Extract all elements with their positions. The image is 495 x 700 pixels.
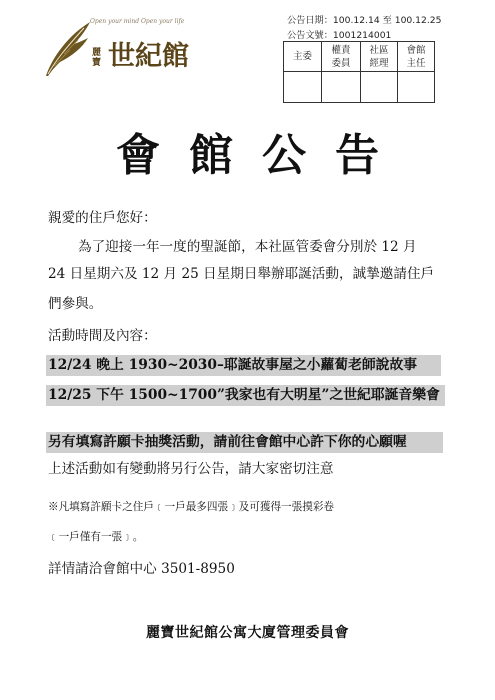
approval-director-label: 會館 主任 xyxy=(398,42,435,72)
event-storytelling: 12/24 晚上 1930~2030–耶誕故事屋之小蘿蔔老師說故事 xyxy=(46,355,441,376)
logo-script-text: Open your mind Open your life xyxy=(90,18,185,25)
approval-member-cell xyxy=(322,72,361,103)
wish-card-notice: 另有填寫許願卡抽獎活動，請前往會館中心許下你的心願喔 xyxy=(46,432,443,453)
page-title: 會館公告 xyxy=(116,130,408,181)
approval-chair-label: 主委 xyxy=(284,42,322,72)
approval-chair-cell xyxy=(284,72,322,103)
logo-small-text: 麗寶 xyxy=(92,48,102,68)
approval-manager-label: 社區 經理 xyxy=(361,42,398,72)
logo-title: 世紀館 xyxy=(108,41,189,72)
announcement-number: 公告文號：1001214001 xyxy=(287,30,392,41)
intro-line-3: 們參與。 xyxy=(48,296,103,312)
contact-info: 詳情請洽會館中心 3501-8950 xyxy=(48,561,235,577)
quill-icon xyxy=(40,20,92,78)
signature: 麗寶世紀館公寓大廈管理委員會 xyxy=(146,625,349,641)
intro-line-1: 為了迎接一年一度的聖誕節，本社區管委會分別於 12 月 xyxy=(78,239,417,255)
approval-header-row xyxy=(284,42,435,72)
event-concert: 12/25 下午 1500~1700”我家也有大明星”之世紀耶誕音樂會 xyxy=(46,385,445,406)
intro-line-2: 24 日星期六及 12 月 25 日星期日舉辦耶誕活動，誠摯邀請住戶 xyxy=(48,266,435,282)
lottery-note-line-2: ﹝一戶僅有一張﹞。 xyxy=(48,531,144,543)
change-notice: 上述活動如有變動將另行公告，請大家密切注意 xyxy=(48,461,334,477)
lottery-note-line-1: ※凡填寫許願卡之住戶﹝一戶最多四張﹞及可獲得一張摸彩卷 xyxy=(48,501,335,513)
schedule-label: 活動時間及內容： xyxy=(48,328,157,344)
approval-member-label: 權責 委員 xyxy=(322,42,361,72)
approval-table xyxy=(283,41,435,103)
approval-signature-row xyxy=(284,72,435,103)
logo xyxy=(40,18,190,80)
greeting: 親愛的住戶您好： xyxy=(48,210,157,226)
announcement-date: 公告日期：100.12.14 至 100.12.25 xyxy=(287,15,442,26)
approval-director-cell xyxy=(398,72,435,103)
approval-manager-cell xyxy=(361,72,398,103)
